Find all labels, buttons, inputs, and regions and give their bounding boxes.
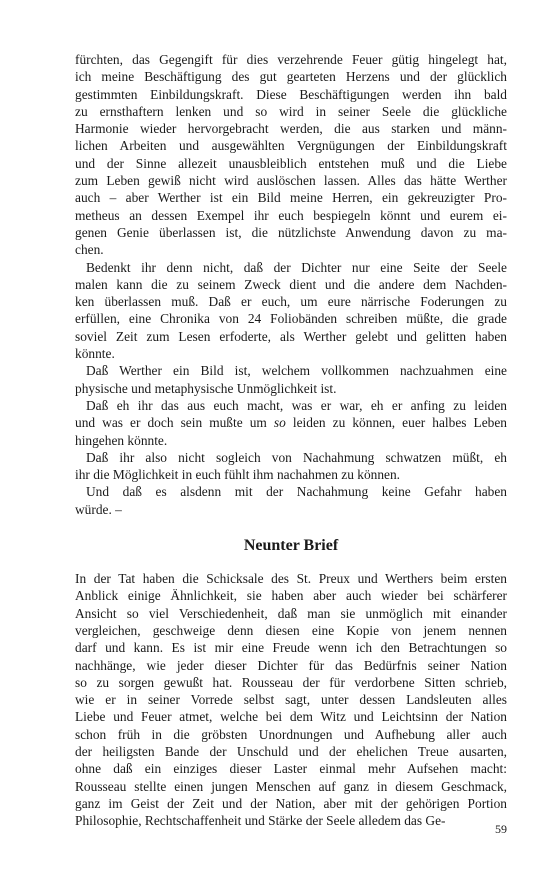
text-line: ohne daß ein einziges dieser Laster einmal mehr Aufsehen macht: <box>75 761 507 777</box>
text-line: zum Leben gewiß nicht wird auslöschen lassen. Alles das hätte Werther <box>75 173 507 189</box>
text-line: metheus an dessen Exempel ihr euch bespiegeln könnt und eurem ei- <box>75 207 507 223</box>
text-line: physische und metaphysische Unmöglichkeit ist. <box>75 380 337 396</box>
text-line: und was er doch sein mußte um so leiden zu können, euer halbes Leben <box>75 415 508 431</box>
paragraph <box>75 570 507 829</box>
text-line: Harmonie wieder hervorgebracht werden, die aus starken und männ- <box>75 121 507 137</box>
text-line: könnte. <box>75 346 115 362</box>
text-line: darf und kann. Es ist mir eine Freude wenn ich den Betrachtungen so <box>75 640 507 656</box>
text-line: nachhänge, wie jeder dieser Dichter für das Bedürfnis seiner Nation <box>75 657 507 673</box>
text-line: malen kann die zu seinem Zweck dient und die andere dem Nachden- <box>75 276 507 292</box>
text-line: der heiligsten Bande der Unschuld und der ehelichen Treue ausarten, <box>75 743 507 759</box>
text-line: so zu sorgen gewußt hat. Rousseau der für verdorbene Sitten schrieb, <box>75 674 507 690</box>
paragraph <box>75 449 507 484</box>
paragraph <box>75 397 507 449</box>
text-block-after-heading <box>75 570 507 829</box>
text-line: lichen Arbeiten und ausgewählten Vergnügungen der Einbildungskraft <box>75 138 507 154</box>
chapter-heading: Neunter Brief <box>243 537 339 555</box>
text-line: Daß eh ihr das aus euch macht, was er war, eh er anfing zu leiden <box>86 397 507 413</box>
text-line: vergleichen, geschweige denn diesen eine Kopie von jenem nennen <box>75 622 507 638</box>
text-line: schon früh in die gröbsten Unordnungen und Aufhebung aller auch <box>75 726 507 742</box>
text-block-before-heading <box>75 51 507 518</box>
text-line: Anblick einige Ähnlichkeit, sie haben aber auch wieder bei schärferer <box>75 588 507 604</box>
text-line: Rousseau stellte einen jungen Menschen auf ganz in diesem Geschmack, <box>75 778 507 794</box>
paragraph <box>75 51 507 259</box>
text-line: fürchten, das Gegengift für dies verzehrende Feuer gütig hingelegt hat, <box>75 52 507 67</box>
emphasis: so <box>273 415 286 431</box>
text-line: genen Genie überlassen ist, die nützlichste Anwendung davon zu ma- <box>75 224 507 240</box>
text-line: und der Sinne allezeit unausbleiblich entstehen muß und die Liebe <box>75 155 507 171</box>
page-number: 59 <box>495 822 507 836</box>
text-line: ken überlassen muß. Daß er euch, um eure närrische Foderungen zu <box>75 294 507 310</box>
paragraph <box>75 362 507 397</box>
text-line: Ansicht so viel Verschiedenheit, daß man sie unmöglich mit einander <box>75 605 507 621</box>
text-line: zu ernsthaftern lenken und so wird in seiner Seele die glückliche <box>75 103 507 119</box>
text-line: soviel Zeit zum Lesen erfoderte, als Werther gelebt und gelitten haben <box>75 328 507 344</box>
text-line: würde. – <box>75 501 122 517</box>
text-line: ihr die Möglichkeit in euch fühlt ihm nachahmen zu können. <box>75 467 401 483</box>
text-line: chen. <box>75 242 104 258</box>
text-line: erfüllen, eine Chronika von 24 Foliobänden schreiben müßte, die grade <box>75 311 507 327</box>
text-line: ganz im Geist der Zeit und der Nation, aber mit der gehörigen Portion <box>75 795 507 811</box>
text-line: Bedenkt ihr denn nicht, daß der Dichter nur eine Seite der Seele <box>86 259 507 275</box>
text-line: Philosophie, Rechtschaffenheit und Stärke der Seele alledem das Ge- <box>75 813 446 829</box>
text-line: hingehen könnte. <box>75 432 168 448</box>
paragraph <box>75 483 507 518</box>
text-line: Daß ihr also nicht sogleich von Nachahmung schwatzen müßt, eh <box>86 449 507 465</box>
page-body <box>75 51 507 829</box>
text-line: Daß Werther ein Bild ist, welchem vollkommen nachzuahmen eine <box>86 363 507 379</box>
text-line: Und daß es alsdenn mit der Nachahmung keine Gefahr haben <box>86 484 507 500</box>
text-line: Liebe und Feuer atmet, welche bei dem Witz und Leichtsinn der Nation <box>75 709 507 725</box>
text-line: auch – aber Werther ist ein Bild meine Herren, ein gekreuzigter Pro- <box>75 190 507 206</box>
text-line: wie er in seiner Vorrede selbst sagt, unter dessen Landsleuten alles <box>75 692 507 708</box>
text-line: gestimmten Einbildungskraft. Diese Beschäftigungen werden ihn bald <box>75 86 507 102</box>
paragraph <box>75 259 507 363</box>
text-line: ich meine Beschäftigung des gut gearteten Herzens und der glücklich <box>75 69 507 85</box>
text-line: In der Tat haben die Schicksale des St. Preux und Werthers beim ersten <box>75 571 507 587</box>
